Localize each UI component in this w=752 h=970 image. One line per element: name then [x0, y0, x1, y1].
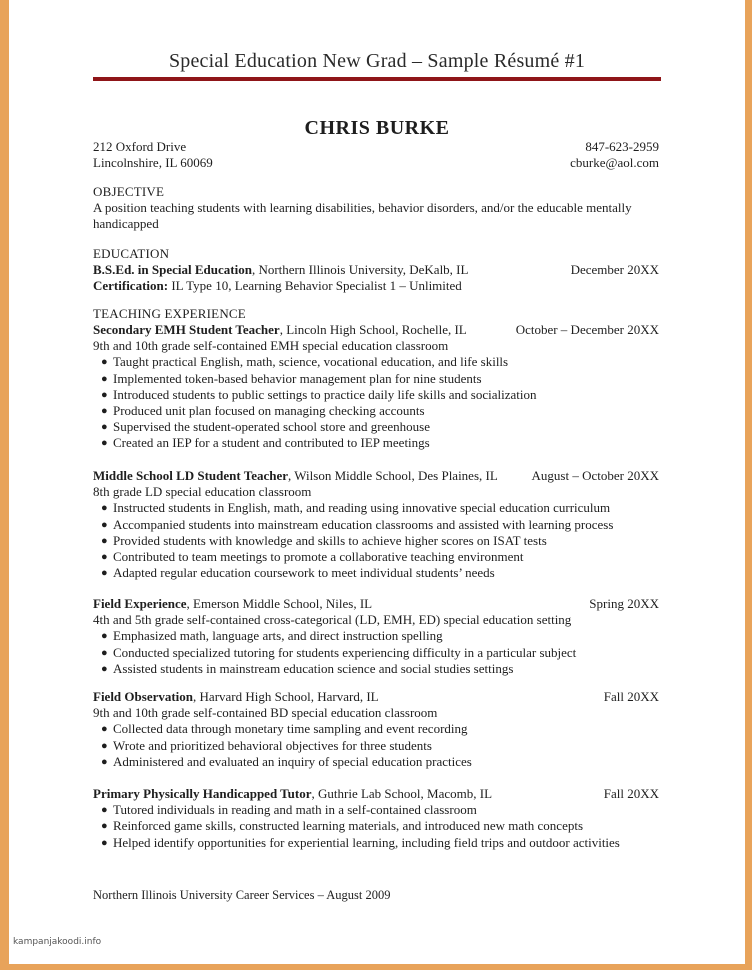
bullet-item: [93, 500, 659, 516]
job-place: , Guthrie Lab School, Macomb, IL: [311, 786, 493, 801]
objective-title: OBJECTIVE: [93, 184, 165, 199]
bullet-text: Emphasized math, language arts, and direct instruction spelling: [113, 628, 443, 644]
job-entry: [93, 786, 659, 851]
degree-date: December 20XX: [570, 262, 659, 278]
bullet-item: [93, 533, 659, 549]
job-bullets: [93, 628, 659, 677]
bullet-text: Created an IEP for a student and contributed to IEP meetings: [113, 435, 430, 451]
job-entry: [93, 596, 659, 677]
job-heading: [93, 596, 659, 612]
bullet-item: [93, 435, 659, 451]
bullet-text: Accompanied students into mainstream education classrooms and assisted with learning process: [113, 516, 614, 532]
bullet-icon: ●: [101, 836, 108, 849]
phone: 847-623-2959: [585, 139, 659, 154]
job-date: Fall 20XX: [603, 786, 659, 801]
bullet-icon: ●: [101, 662, 108, 675]
job-role: Field Experience: [93, 596, 187, 611]
bullet-text: Introduced students to public settings to practice daily life skills and socialization: [113, 386, 537, 402]
bullet-text: Contributed to team meetings to promote a collaborative teaching environment: [113, 549, 524, 565]
experience-title: TEACHING EXPERIENCE: [93, 306, 246, 321]
job-role: Secondary EMH Student Teacher: [93, 322, 280, 337]
bullet-text: Wrote and prioritized behavioral objectives for three students: [113, 737, 432, 753]
bullet-icon: ●: [101, 551, 108, 564]
degree-name: B.S.Ed. in Special Education: [93, 262, 252, 278]
job-description: 9th and 10th grade self-contained BD special education classroom: [93, 705, 438, 721]
bullet-item: [93, 645, 659, 661]
job-place: , Wilson Middle School, Des Plaines, IL: [288, 468, 498, 483]
job-date: August – October 20XX: [531, 468, 659, 483]
job-role: Middle School LD Student Teacher: [93, 468, 289, 483]
bullet-item: [93, 628, 659, 644]
bullet-item: [93, 738, 659, 754]
bullet-icon: ●: [101, 356, 108, 369]
bullet-text: Adapted regular education coursework to meet individual students’ needs: [113, 565, 495, 581]
bullet-item: [93, 403, 659, 419]
bullet-icon: ●: [101, 388, 108, 401]
job-place: , Emerson Middle School, Niles, IL: [186, 596, 373, 611]
job-bullets: [93, 500, 659, 581]
degree-line: [93, 262, 659, 278]
job-bullets: [93, 354, 659, 451]
job-description: 9th and 10th grade self-contained EMH special education classroom: [93, 338, 449, 354]
bullet-text: Administered and evaluated an inquiry of special education practices: [113, 753, 472, 769]
bullet-icon: ●: [101, 437, 108, 450]
job-description: 4th and 5th grade self-contained cross-categorical (LD, EMH, ED) special education setting: [93, 612, 572, 628]
bullet-icon: ●: [101, 372, 108, 385]
bullet-text: Reinforced game skills, constructed learning materials, and introduced new math concepts: [113, 818, 584, 834]
job-heading: [93, 786, 659, 802]
bullet-item: [93, 802, 659, 818]
job-date: Spring 20XX: [589, 596, 659, 611]
job-date: October – December 20XX: [515, 322, 659, 337]
job-place: , Harvard High School, Harvard, IL: [193, 689, 379, 704]
bullet-item: [93, 387, 659, 403]
job-bullets: [93, 721, 659, 770]
job-heading: [93, 322, 659, 338]
bullet-icon: ●: [101, 421, 108, 434]
bullet-text: Instructed students in English, math, and reading using innovative special education curriculum: [113, 500, 611, 516]
certification-line: [93, 278, 659, 294]
bullet-icon: ●: [101, 755, 108, 768]
education-title: EDUCATION: [93, 246, 170, 261]
certification-label: Certification:: [93, 278, 169, 294]
experience-section: [93, 306, 659, 322]
bullet-item: [93, 565, 659, 581]
bullet-icon: ●: [101, 739, 108, 752]
bullet-item: [93, 835, 659, 851]
bullet-item: [93, 818, 659, 834]
job-role: Primary Physically Handicapped Tutor: [93, 786, 312, 801]
bullet-icon: ●: [101, 518, 108, 531]
bullet-icon: ●: [101, 646, 108, 659]
bullet-icon: ●: [101, 804, 108, 817]
job-role: Field Observation: [93, 689, 194, 704]
bullet-text: Collected data through monetary time sampling and event recording: [113, 721, 468, 737]
objective-text: A position teaching students with learning disabilities, behavior disorders, and/or the educable mentally handicapped: [93, 200, 632, 232]
candidate-name: CHRIS BURKE: [304, 117, 450, 139]
job-entry: [93, 689, 659, 770]
footer-note: Northern Illinois University Career Services – August 2009: [93, 888, 391, 902]
job-entry: [93, 322, 659, 452]
address-line2: Lincolnshire, IL 60069: [93, 155, 213, 170]
bullet-icon: ●: [101, 723, 108, 736]
bullet-text: Implemented token-based behavior management plan for nine students: [113, 370, 482, 386]
bullet-text: Conducted specialized tutoring for students experiencing difficulty in a particular subject: [113, 644, 577, 660]
bullet-icon: ●: [101, 502, 108, 515]
certification-text: IL Type 10, Learning Behavior Specialist 1 – Unlimited: [168, 278, 462, 294]
bullet-icon: ●: [101, 630, 108, 643]
bullet-item: [93, 721, 659, 737]
bullet-item: [93, 754, 659, 770]
header-rule: [93, 77, 661, 81]
job-heading: [93, 468, 659, 484]
bullet-item: [93, 661, 659, 677]
job-bullets: [93, 802, 659, 851]
job-place: , Lincoln High School, Rochelle, IL: [279, 322, 467, 337]
bullet-text: Taught practical English, math, science, vocational education, and life skills: [113, 354, 509, 370]
objective-section: [93, 184, 659, 233]
bullet-text: Assisted students in mainstream education science and social studies settings: [113, 660, 514, 676]
header-title: Special Education New Grad – Sample Résumé #1: [168, 50, 586, 72]
contact-block: [93, 139, 659, 171]
bullet-icon: ●: [101, 567, 108, 580]
bullet-icon: ●: [101, 405, 108, 418]
bullet-item: [93, 419, 659, 435]
watermark: kampanjakoodi.info: [13, 937, 102, 947]
bullet-text: Produced unit plan focused on managing checking accounts: [113, 403, 425, 419]
education-section: [93, 246, 659, 295]
bullet-icon: ●: [101, 534, 108, 547]
email: cburke@aol.com: [570, 155, 659, 170]
job-date: Fall 20XX: [603, 689, 659, 704]
job-entry: [93, 468, 659, 581]
address-line1: 212 Oxford Drive: [93, 139, 187, 154]
bullet-item: [93, 354, 659, 370]
bullet-item: [93, 517, 659, 533]
bullet-text: Helped identify opportunities for experiential learning, including field trips and outdoor activities: [113, 834, 620, 850]
bullet-text: Tutored individuals in reading and math in a self-contained classroom: [113, 802, 477, 818]
job-heading: [93, 689, 659, 705]
bullet-text: Supervised the student-operated school store and greenhouse: [113, 419, 430, 435]
bullet-item: [93, 549, 659, 565]
bullet-text: Provided students with knowledge and skills to achieve higher scores on ISAT tests: [113, 532, 547, 548]
bullet-item: [93, 371, 659, 387]
degree-school: , Northern Illinois University, DeKalb, IL: [251, 262, 469, 278]
job-description: 8th grade LD special education classroom: [93, 484, 312, 500]
bullet-icon: ●: [101, 820, 108, 833]
